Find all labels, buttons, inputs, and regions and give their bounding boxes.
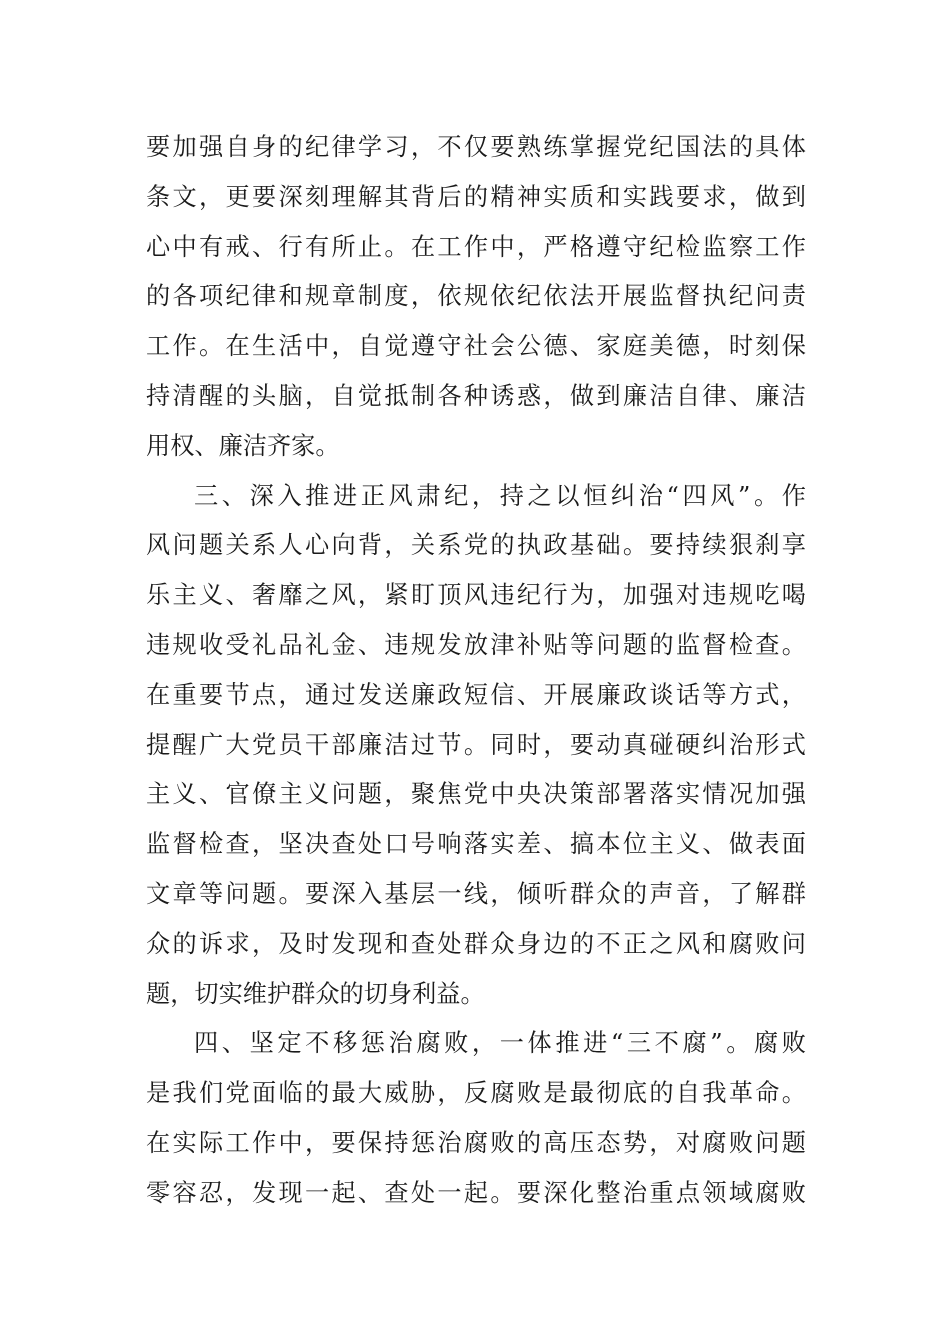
text-line: 违规收受礼品礼金、违规发放津补贴等问题的监督检查。 [146, 630, 806, 659]
text-line: 题，切实维护群众的切身利益。 [146, 979, 485, 1008]
text-line: 要加强自身的纪律学习，不仅要熟练掌握党纪国法的具体 [146, 133, 806, 161]
text-line: 工作。在生活中，自觉遵守社会公德、家庭美德，时刻保 [146, 332, 806, 361]
text-line: 是我们党面临的最大威胁，反腐败是最彻底的自我革命。 [146, 1079, 806, 1108]
text-line: 提醒广大党员干部廉洁过节。同时，要动真碰硬纠治形式 [146, 730, 806, 759]
text-line: 在实际工作中，要保持惩治腐败的高压态势，对腐败问题 [146, 1128, 806, 1157]
text-line: 的各项纪律和规章制度，依规依纪依法开展监督执纪问责 [146, 282, 806, 311]
paragraph-section-four [146, 1019, 806, 1218]
text-line: 风问题关系人心向背，关系党的执政基础。要持续狠刹享 [146, 531, 806, 560]
text-line: 文章等问题。要深入基层一线，倾听群众的声音，了解群 [146, 879, 806, 908]
text-line: 乐主义、奢靡之风，紧盯顶风违纪行为，加强对违规吃喝 [146, 581, 806, 610]
text-line: 用权、廉洁齐家。 [146, 431, 340, 460]
text-line: 主义、官僚主义问题，聚焦党中央决策部署落实情况加强 [146, 780, 806, 809]
paragraph-discipline [146, 123, 806, 472]
text-line: 心中有戒、行有所止。在工作中，严格遵守纪检监察工作 [146, 232, 806, 261]
text-line: 监督检查，坚决查处口号响落实差、搞本位主义、做表面 [146, 830, 806, 859]
document-body [146, 123, 806, 1219]
text-line: 条文，更要深刻理解其背后的精神实质和实践要求，做到 [146, 182, 806, 211]
text-line: 四、坚定不移惩治腐败，一体推进“三不腐”。腐败 [194, 1029, 806, 1058]
text-line: 零容忍，发现一起、查处一起。要深化整治重点领域腐败 [146, 1178, 806, 1207]
text-line: 三、深入推进正风肃纪，持之以恒纠治“四风”。作 [194, 481, 806, 510]
text-line: 众的诉求，及时发现和查处群众身边的不正之风和腐败问 [146, 929, 806, 958]
text-line: 持清醒的头脑，自觉抵制各种诱惑，做到廉洁自律、廉洁 [146, 381, 806, 410]
text-line: 在重要节点，通过发送廉政短信、开展廉政谈话等方式， [146, 680, 806, 709]
paragraph-section-three [146, 472, 806, 1020]
